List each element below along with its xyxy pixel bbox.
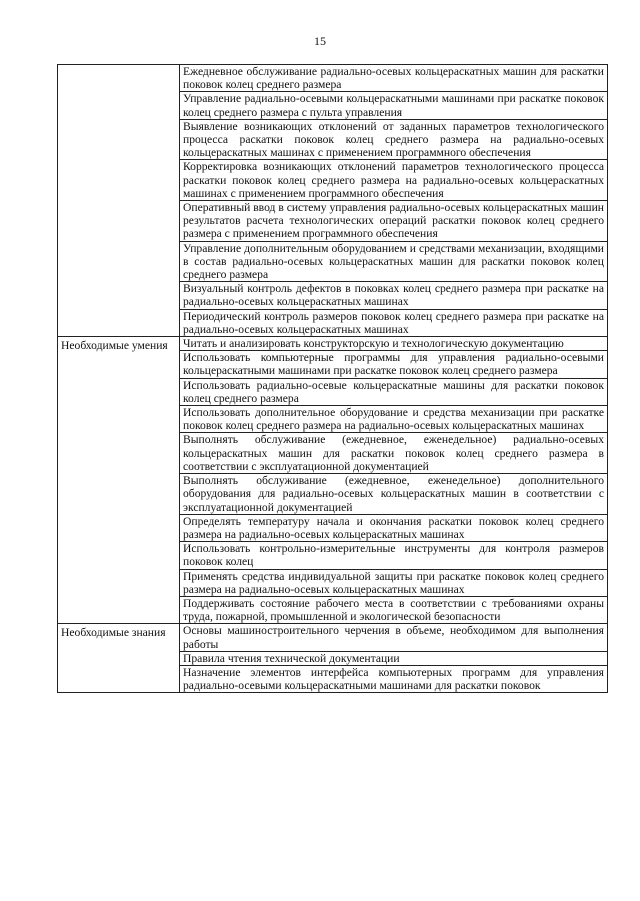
knowledge-cell: Правила чтения технической документации bbox=[180, 651, 608, 665]
skill-cell: Использовать радиально-осевые кольцераскатные машины для раскатки поковок колец среднего размера bbox=[180, 378, 608, 405]
knowledge-cell: Основы машиностроительного черчения в объеме, необходимом для выполнения работы bbox=[180, 624, 608, 651]
table-row bbox=[58, 337, 608, 351]
skill-cell: Применять средства индивидуальной защиты при раскатке поковок колец среднего размера на радиально-осевых кольцераскатных машинах bbox=[180, 569, 608, 596]
knowledge-cell: Назначение элементов интерфейса компьютерных программ для управления радиально-осевыми кольцераскатными машинами для раскатки поковок bbox=[180, 665, 608, 692]
knowledge-label: Необходимые знания bbox=[61, 626, 166, 640]
skill-cell: Использовать дополнительное оборудование и средства механизации при раскатке поковок колец среднего размера на радиально-осевых кольцераскатных машинах bbox=[180, 406, 608, 433]
action-cell: Периодический контроль размеров поковок колец среднего размера при раскатке на радиально-осевых кольцераскатных машинах bbox=[180, 309, 608, 336]
action-cell: Управление дополнительным оборудованием и средствами механизации, входящими в состав радиально-осевых кольцераскатных машин для раскатки поковок колец среднего размера bbox=[180, 241, 608, 282]
table-row bbox=[58, 65, 608, 92]
action-cell: Корректировка возникающих отклонений параметров технологического процесса раскатки поковок колец среднего размера на радиально-осевых кольцераскатных машинах с применением программного обеспечения bbox=[180, 160, 608, 201]
skill-cell: Использовать компьютерные программы для управления радиально-осевыми кольцераскатными машинами при раскатке поковок колец среднего размера bbox=[180, 351, 608, 378]
skill-cell: Поддерживать состояние рабочего места в соответствии с требованиями охраны труда, пожарной, промышленной и экологической безопасности bbox=[180, 596, 608, 623]
action-cell: Визуальный контроль дефектов в поковках колец среднего размера при раскатке на радиально-осевых кольцераскатных машинах bbox=[180, 282, 608, 309]
skills-label-cell bbox=[58, 337, 180, 624]
table-row bbox=[58, 624, 608, 651]
skill-cell: Выполнять обслуживание (ежедневное, еженедельное) дополнительного оборудования для радиально-осевых кольцераскатных машин в соответствии с эксплуатационной документацией bbox=[180, 474, 608, 515]
knowledge-label-cell bbox=[58, 624, 180, 693]
skill-cell: Читать и анализировать конструкторскую и технологическую документацию bbox=[180, 337, 608, 351]
skill-cell: Выполнять обслуживание (ежедневное, еженедельное) радиально-осевых кольцераскатных машин для раскатки поковок колец среднего размера в соответствии с эксплуатационной документацией bbox=[180, 433, 608, 474]
skills-label: Необходимые умения bbox=[61, 339, 168, 353]
skill-cell: Использовать контрольно-измерительные инструменты для контроля размеров поковок колец bbox=[180, 542, 608, 569]
action-cell: Выявление возникающих отклонений от заданных параметров технологического процесса раскатки поковок колец среднего размера на радиально-осевых кольцераскатных машинах с применением программного обеспечения bbox=[180, 119, 608, 160]
actions-label-cell bbox=[58, 65, 180, 337]
page-number: 15 bbox=[314, 34, 326, 48]
skill-cell: Определять температуру начала и окончания раскатки поковок колец среднего размера на радиально-осевых кольцераскатных машинах bbox=[180, 514, 608, 541]
requirements-table bbox=[57, 64, 608, 693]
action-cell: Ежедневное обслуживание радиально-осевых кольцераскатных машин для раскатки поковок колец среднего размера bbox=[180, 65, 608, 92]
action-cell: Оперативный ввод в систему управления радиально-осевых кольцераскатных машин результатов расчета технологических операций раскатки поковок колец среднего размера с применением программного обеспечения bbox=[180, 201, 608, 242]
action-cell: Управление радиально-осевыми кольцераскатными машинами при раскатке поковок колец среднего размера с пульта управления bbox=[180, 92, 608, 119]
